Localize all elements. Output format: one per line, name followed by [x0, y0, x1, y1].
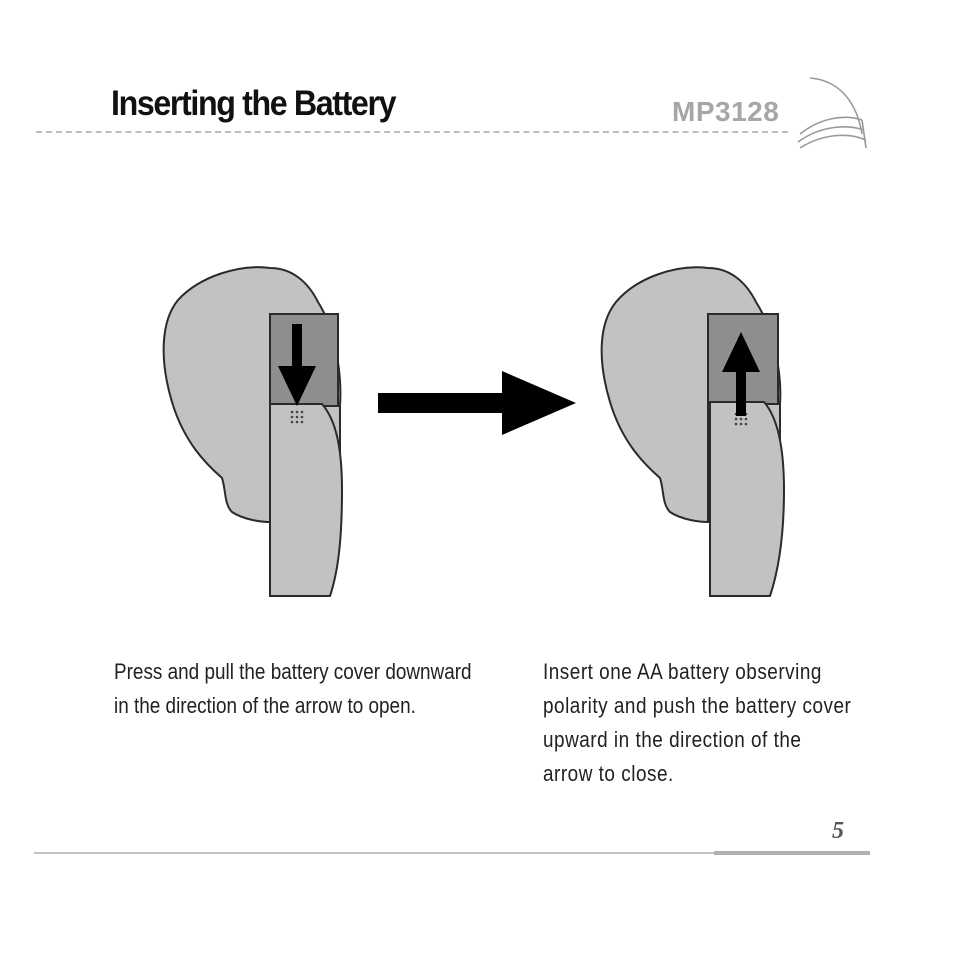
- arrow-right-icon: [378, 371, 576, 435]
- page-number: 5: [832, 818, 844, 844]
- battery-slot-left: [270, 314, 338, 406]
- page-title: Inserting the Battery: [111, 84, 396, 123]
- model-name: MP3128: [672, 96, 780, 127]
- device-open-illustration: [164, 267, 342, 596]
- step-1-caption: Press and pull the battery cover downward in the direction of the arrow to open.: [114, 659, 472, 718]
- footer-divider-accent: [714, 851, 870, 855]
- battery-cover-right: [710, 402, 784, 596]
- device-close-illustration: [602, 267, 784, 596]
- battery-cover-left: [270, 404, 342, 596]
- step-2-caption: Insert one AA battery observing polarity and push the battery cover upward in the direction of the arrow to close.: [543, 659, 852, 786]
- footer-divider: [34, 852, 714, 854]
- grip-dots-left: [291, 411, 304, 424]
